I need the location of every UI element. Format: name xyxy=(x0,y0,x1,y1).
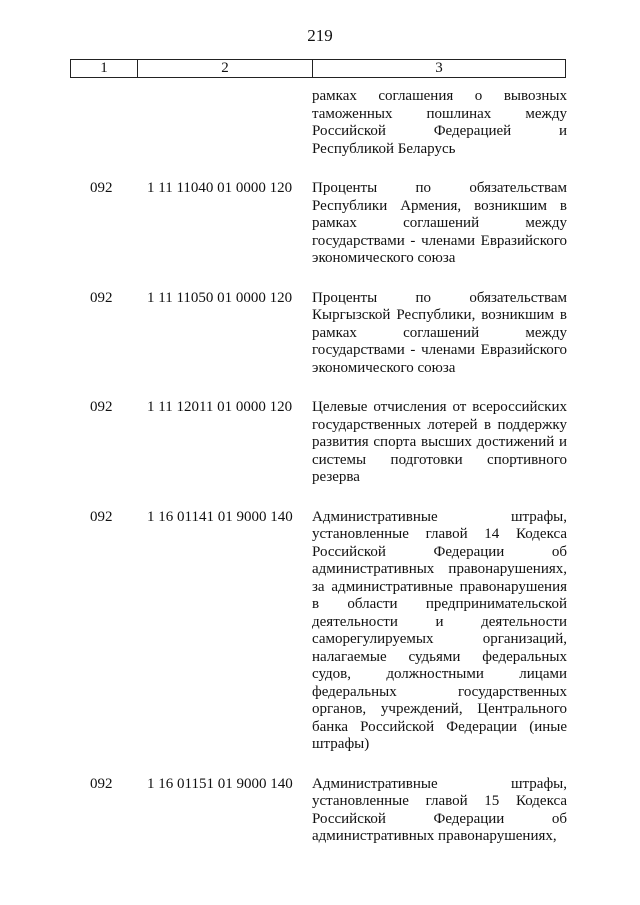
budget-code: 1 11 11040 01 0000 120 xyxy=(147,180,293,196)
description-line: административных правонарушениях, xyxy=(312,828,557,844)
description-line: судов, должностными лицами xyxy=(312,666,567,682)
description-line: государствами - членами Евразийского xyxy=(312,232,567,249)
description-line: банка Российской Федерации (иные xyxy=(312,718,567,735)
description-line: резерва xyxy=(312,469,360,485)
table-row xyxy=(0,509,640,754)
description-line: установленные главой 14 Кодекса xyxy=(312,526,567,542)
description-line: саморегулируемых организаций, xyxy=(312,631,567,647)
table-row xyxy=(0,776,640,846)
description-line: штрафы) xyxy=(312,736,370,752)
admin-code: 092 xyxy=(90,399,113,415)
description-line: Проценты по обязательствам xyxy=(312,289,567,306)
description-line: налагаемые судьями федеральных xyxy=(312,648,567,665)
description-line: Целевые отчисления от всероссийских xyxy=(312,399,567,415)
description-line: Административные штрафы, xyxy=(312,508,567,525)
income-description xyxy=(312,290,567,378)
description-line: государственных лотерей в поддержку xyxy=(312,416,567,433)
description-line: Российской Федерации об xyxy=(312,543,567,560)
table-header xyxy=(70,59,566,78)
admin-code: 092 xyxy=(90,775,113,792)
row-spacer xyxy=(0,158,640,180)
income-description xyxy=(312,776,567,846)
description-line: экономического союза xyxy=(312,359,456,376)
header-col-2: 2 xyxy=(137,60,312,77)
income-description xyxy=(312,509,567,754)
description-line: Проценты по обязательствам xyxy=(312,180,567,196)
description-line: федеральных государственных xyxy=(312,683,567,700)
description-line: в области предпринимательской xyxy=(312,596,567,612)
description-line: Кыргызской Республики, возникшим в xyxy=(312,307,567,323)
description-line: административных правонарушениях, xyxy=(312,561,567,577)
table-row xyxy=(0,180,640,268)
page-number: 219 xyxy=(307,26,333,45)
row-spacer xyxy=(0,487,640,509)
description-line: таможенных пошлинах между xyxy=(312,105,567,122)
income-description xyxy=(312,88,567,158)
description-line: установленные главой 15 Кодекса xyxy=(312,793,567,809)
row-spacer xyxy=(0,754,640,776)
table-row xyxy=(0,399,640,487)
table-row xyxy=(0,290,640,378)
description-line: государствами - членами Евразийского xyxy=(312,342,567,358)
description-line: системы подготовки спортивного xyxy=(312,451,567,468)
admin-code: 092 xyxy=(90,289,113,306)
description-line: рамках соглашений между xyxy=(312,215,567,231)
description-line: деятельности и деятельности xyxy=(312,613,567,630)
budget-code: 1 16 01151 01 9000 140 xyxy=(147,775,293,792)
table-row xyxy=(0,88,640,158)
budget-code: 1 11 12011 01 0000 120 xyxy=(147,399,293,415)
description-line: Российской Федерацией и xyxy=(312,123,567,139)
description-line: органов, учреждений, Центрального xyxy=(312,701,567,717)
header-col-3: 3 xyxy=(312,60,565,77)
description-line: экономического союза xyxy=(312,250,456,266)
description-line: рамках соглашений между xyxy=(312,324,567,341)
table-body xyxy=(0,88,640,846)
header-col-1: 1 xyxy=(100,60,108,76)
description-line: Республикой Беларусь xyxy=(312,140,456,157)
income-description xyxy=(312,399,567,487)
income-description xyxy=(312,180,567,268)
row-spacer xyxy=(0,377,640,399)
description-line: Республики Армения, возникшим в xyxy=(312,197,567,214)
row-spacer xyxy=(0,268,640,290)
description-line: рамках соглашения о вывозных xyxy=(312,88,567,104)
description-line: за административные правонарушения xyxy=(312,578,567,595)
admin-code: 092 xyxy=(90,508,113,525)
description-line: Административные штрафы, xyxy=(312,775,567,792)
budget-code: 1 16 01141 01 9000 140 xyxy=(147,508,293,525)
description-line: развития спорта высших достижений и xyxy=(312,434,567,450)
budget-code: 1 11 11050 01 0000 120 xyxy=(147,289,293,306)
description-line: Российской Федерации об xyxy=(312,810,567,827)
admin-code: 092 xyxy=(90,180,113,196)
